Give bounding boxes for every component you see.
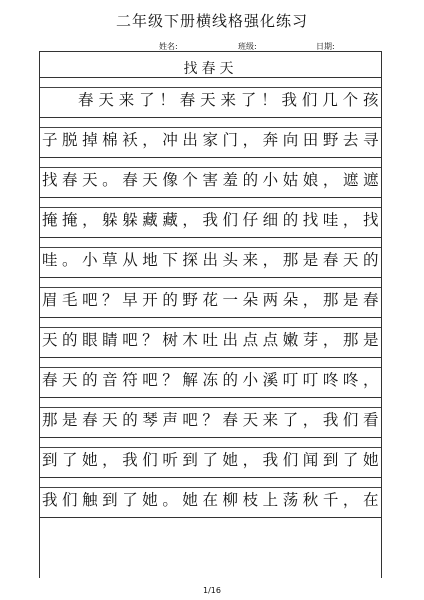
writing-grid	[39, 51, 382, 578]
writing-line	[40, 158, 381, 198]
guide-line	[40, 127, 381, 128]
guide-line	[40, 367, 381, 368]
line-text: 春天的音符吧？解冻的小溪叮叮咚咚，	[42, 371, 379, 389]
guide-line	[40, 87, 381, 88]
guide-line	[40, 207, 381, 208]
guide-line	[40, 487, 381, 488]
writing-line	[40, 318, 381, 358]
writing-line	[40, 398, 381, 438]
line-text: 那是春天的琴声吧？春天来了，我们看	[42, 411, 379, 429]
line-text: 掩掩，躲躲藏藏，我们仔细的找哇，找	[42, 211, 379, 229]
line-text: 子脱掉棉袄，冲出家门，奔向田野去寻	[42, 131, 379, 149]
page-number: 1/16	[203, 586, 221, 595]
line-text: 天的眼睛吧？树木吐出点点嫩芽，那是	[42, 331, 379, 349]
worksheet-title: 二年级下册横线格强化练习	[115, 12, 308, 30]
guide-line	[40, 247, 381, 248]
writing-line	[40, 238, 381, 278]
class-label: 班级:	[238, 42, 257, 51]
guide-line	[40, 447, 381, 448]
line-text: 眉毛吧？早开的野花一朵两朵，那是春	[42, 291, 379, 309]
line-text: 哇。小草从地下探出头来，那是春天的	[42, 251, 379, 269]
guide-line	[40, 287, 381, 288]
writing-line	[40, 198, 381, 238]
date-label: 日期:	[316, 42, 335, 51]
writing-line	[40, 358, 381, 398]
line-text: 找春天。春天像个害羞的小姑娘，遮遮	[42, 171, 379, 189]
name-label: 姓名:	[159, 42, 178, 51]
writing-line	[40, 78, 381, 118]
writing-line	[40, 438, 381, 478]
topic-row	[40, 52, 381, 78]
writing-line	[40, 278, 381, 318]
writing-line	[40, 478, 381, 518]
writing-line	[40, 118, 381, 158]
guide-line	[40, 327, 381, 328]
line-text: 我们触到了她。她在柳枝上荡秋千，在	[42, 491, 379, 509]
line-text: 到了她，我们听到了她，我们闻到了她	[42, 451, 379, 469]
topic-title: 找春天	[183, 61, 238, 77]
line-text: 春天来了！春天来了！我们几个孩	[78, 91, 379, 109]
guide-line	[40, 407, 381, 408]
guide-line	[40, 167, 381, 168]
